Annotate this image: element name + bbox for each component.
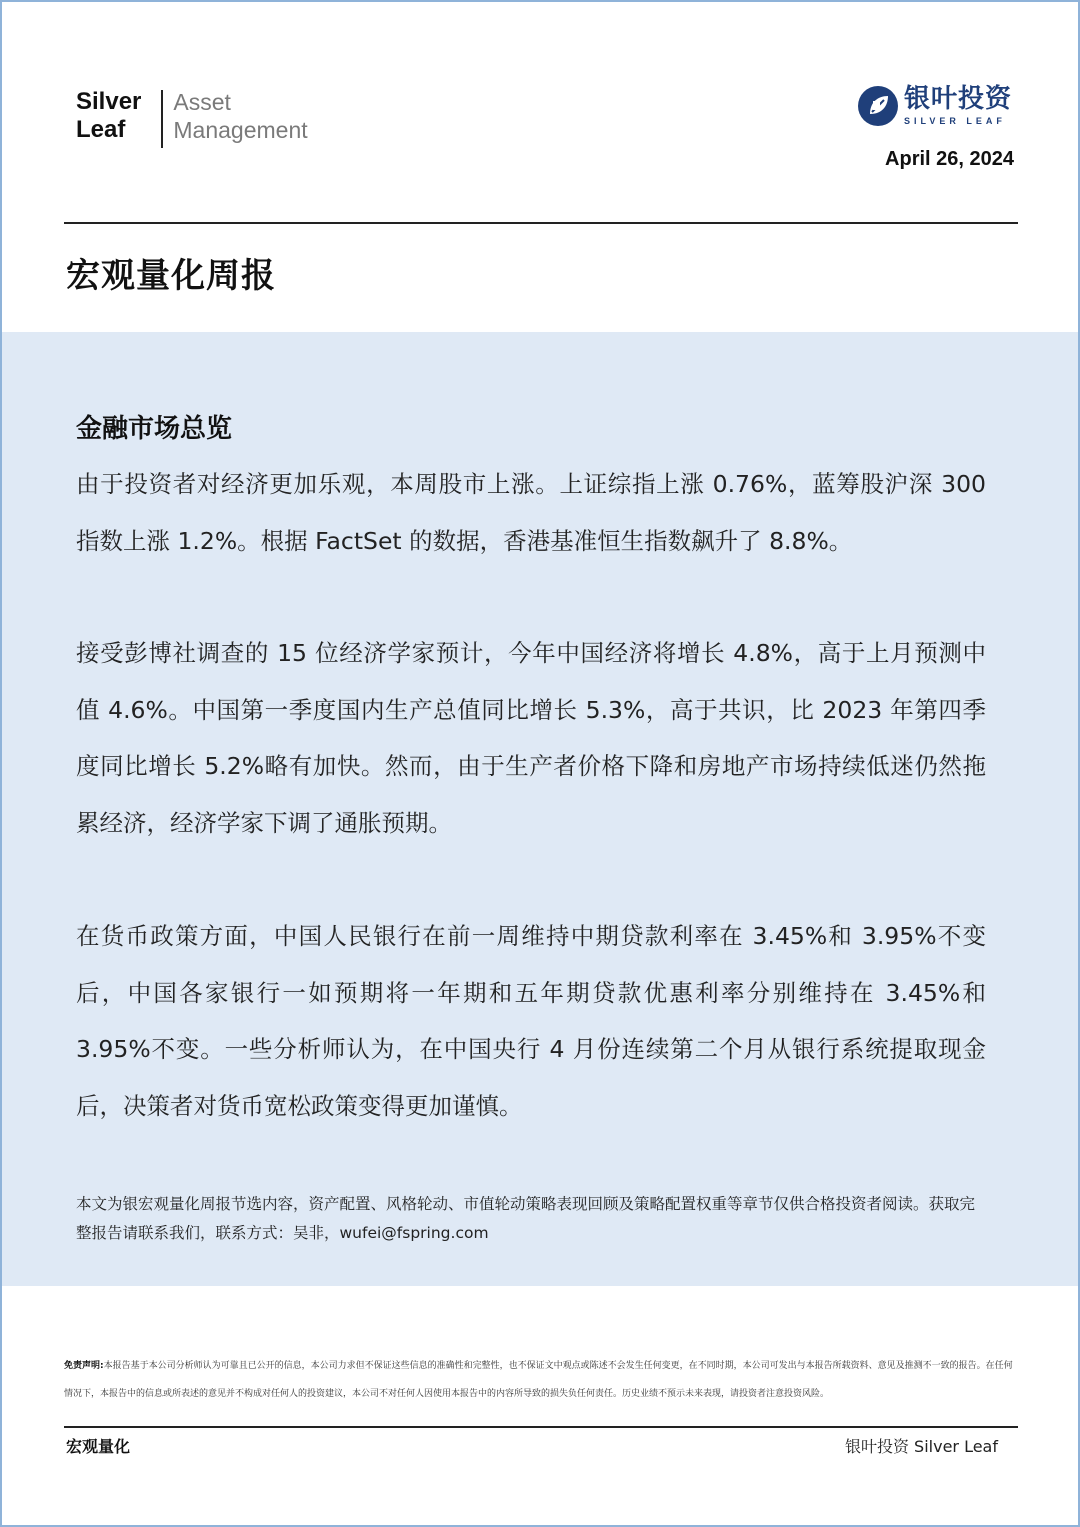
leaf-logo-icon	[856, 84, 900, 128]
brand-line-2: Leaf	[76, 116, 126, 143]
disclaimer-text: 本报告基于本公司分析师认为可靠且已公开的信息，本公司力求但不保证这些信息的准确性和完整性，也不保证文中观点或陈述不会发生任何变更，在不同时期，本公司可发出与本报告所载资料、意见及推测不一致的报告。在任何情况下，本报告中的信息或所表述的意见并不构成对任何人的投资建议，本公司不对任何人因使用本报告中的内容所导致的损失负任何责任。历史业绩不预示未来表现，请投资者注意投资风险。	[64, 1361, 1013, 1399]
report-title: 宏观量化周报	[66, 256, 276, 296]
brand-line-1: Silver	[76, 88, 142, 115]
silver-leaf-wordmark	[76, 88, 308, 148]
section-title: 金融市场总览	[76, 414, 233, 444]
disclaimer	[64, 1352, 1018, 1408]
paragraph-economy: 接受彭博社调查的 15 位经济学家预计，今年中国经济将增长 4.8%，高于上月预测中值 4.6%。中国第一季度国内生产总值同比增长 5.3%，高于共识，比 2023 年第四季度同比增长 5.2%略有加快。然而，由于生产者价格下降和房地产市场持续低迷仍然拖累经济，经济学家下调了通胀预期。	[76, 639, 986, 837]
footer-divider	[64, 1426, 1018, 1428]
brand-divider	[161, 90, 163, 148]
brand-name	[76, 88, 141, 144]
brand-subtitle	[173, 88, 307, 144]
report-date: April 26, 2024	[885, 148, 1014, 170]
header-divider	[64, 222, 1018, 224]
brand-sub-line-2: Management	[173, 117, 308, 143]
company-logo	[856, 84, 1012, 128]
logo-chinese-name: 银叶投资	[904, 84, 1013, 114]
disclaimer-label: 免责声明:	[64, 1361, 104, 1371]
footer-company-name: 银叶投资 Silver Leaf	[844, 1437, 998, 1456]
paragraph-market: 由于投资者对经济更加乐观，本周股市上涨。上证综指上涨 0.76%，蓝筹股沪深 300 指数上涨 1.2%。根据 FactSet 的数据，香港基准恒生指数飙升了 8.8%。	[76, 470, 986, 555]
logo-english-name: SILVER LEAF	[904, 116, 1006, 126]
brand-sub-line-1: Asset	[173, 89, 231, 115]
access-note: 本文为银宏观量化周报节选内容，资产配置、风格轮动、市值轮动策略表现回顾及策略配置权重等章节仅供合格投资者阅读。获取完整报告请联系我们，联系方式：吴非，wufei@fspring.com	[76, 1195, 976, 1242]
paragraph-monetary-policy: 在货币政策方面，中国人民银行在前一周维持中期贷款利率在 3.45%和 3.95%不变后，中国各家银行一如预期将一年期和五年期贷款优惠利率分别维持在 3.45%和 3.95%不变。一些分析师认为，在中国央行 4 月份连续第二个月从银行系统提取现金后，决策者对货币宽松政策变得更加谨慎。	[76, 922, 986, 1120]
footer-section-name: 宏观量化	[66, 1437, 131, 1456]
logo-text	[904, 85, 1012, 127]
